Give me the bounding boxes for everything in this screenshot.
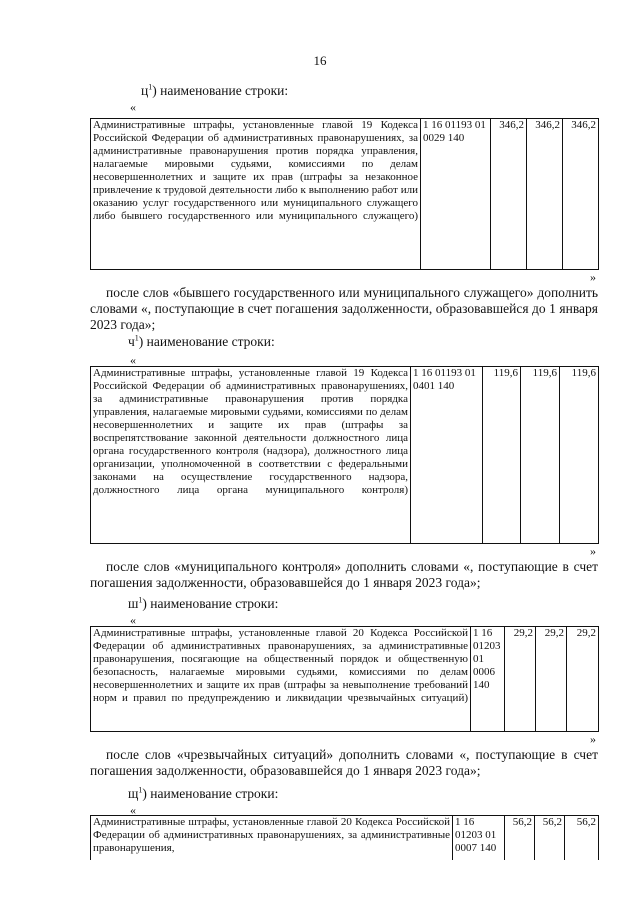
- row-description: Административные штрафы, установленные главой 20 Кодекса Российской Федерации об административных правонарушениях, за административные правонарушения, посягающие на общественный порядок и общественную безопасность, налагаемые мировыми судьями, комиссиями по делам несовершеннолетних и защите их прав (штрафы за невыполнение требований норм и правил по предупреждению и ликвидации чрезвычайных ситуаций): [91, 627, 471, 732]
- budget-row-table: [90, 815, 599, 860]
- section-marker: ч: [128, 334, 135, 349]
- budget-code: 1 16 01193 01 0401 140: [411, 367, 483, 544]
- budget-row-table: [90, 366, 599, 544]
- open-quote: «: [130, 613, 136, 627]
- amendment-text: после слов «бывшего государственного или муниципального служащего» дополнить словами «, поступающие в счет погашения задолженности, образовавшейся до 1 января 2023 года»;: [90, 285, 598, 332]
- close-quote: »: [590, 544, 596, 558]
- section-heading-text: ) наименование строки:: [142, 596, 279, 611]
- amount-cell: 29,2: [536, 627, 567, 732]
- budget-code: 1 16 01193 01 0029 140: [421, 119, 491, 270]
- amendment-text: после слов «муниципального контроля» дополнить словами «, поступающие в счет погашения задолженности, образовавшейся до 1 января 2023 года»;: [90, 559, 598, 590]
- section-marker: щ: [128, 786, 139, 801]
- budget-row-table: [90, 118, 599, 270]
- section-heading: $щ^1$) наименование строки:: [128, 785, 279, 801]
- section-heading-text: ) наименование строки:: [142, 786, 279, 801]
- table-row: [91, 627, 599, 732]
- close-quote: »: [590, 270, 596, 284]
- amount-cell: 346,2: [527, 119, 563, 270]
- section-heading: $ш^1$) наименование строки:: [128, 595, 279, 611]
- amount-cell: 29,2: [505, 627, 536, 732]
- amount-cell: 119,6: [483, 367, 521, 544]
- close-quote: »: [590, 732, 596, 746]
- amount-cell: 119,6: [521, 367, 560, 544]
- budget-code: 1 16 01203 01 0006 140: [471, 627, 505, 732]
- table-row: [91, 119, 599, 270]
- table-row: [91, 816, 599, 861]
- amendment-text: после слов «чрезвычайных ситуаций» дополнить словами «, поступающие в счет погашения задолженности, образовавшейся до 1 января 2023 года»;: [90, 747, 598, 778]
- open-quote: «: [130, 353, 136, 367]
- row-description: Административные штрафы, установленные главой 19 Кодекса Российской Федерации об административных правонарушениях, за административные правонарушения против порядка управления, налагаемые мировыми судьями, комиссиями по делам несовершеннолетних и защите их прав (штрафы за воспрепятствование законной деятельности должностного лица органа государственного контроля (надзора), должностного лица организации, уполномоченной в соответствии с федеральными законами на осуществление государственного надзора, должностного лица органа муниципального контроля): [91, 367, 411, 544]
- amount-cell: 29,2: [567, 627, 599, 732]
- amount-cell: 56,2: [565, 816, 599, 861]
- section-heading: $ц^1$) наименование строки:: [141, 82, 289, 98]
- amount-cell: 346,2: [563, 119, 599, 270]
- budget-row-table: [90, 626, 599, 732]
- row-description: Административные штрафы, установленные главой 19 Кодекса Российской Федерации об административных правонарушениях, за административные правонарушения против порядка управления, налагаемые мировыми судьями, комиссиями по делам несовершеннолетних и защите их прав (штрафы за незаконное привлечение к трудовой деятельности либо к выполнению работ или оказанию услуг государственного или муниципального служащего либо бывшего государственного или муниципального служащего): [91, 119, 421, 270]
- amount-cell: 56,2: [535, 816, 565, 861]
- amount-cell: 346,2: [491, 119, 527, 270]
- open-quote: «: [130, 100, 136, 114]
- amount-cell: 119,6: [560, 367, 599, 544]
- table-row: [91, 367, 599, 544]
- section-marker: ц: [141, 83, 149, 98]
- section-heading-text: ) наименование строки:: [152, 83, 289, 98]
- amount-cell: 56,2: [505, 816, 535, 861]
- section-marker: ш: [128, 596, 139, 611]
- page-number: 16: [313, 53, 327, 68]
- row-description: Административные штрафы, установленные главой 20 Кодекса Российской Федерации об административных правонарушениях, за административные правонарушения,: [91, 816, 453, 861]
- section-heading: $ч^1$) наименование строки:: [128, 333, 275, 349]
- open-quote: «: [130, 803, 136, 817]
- budget-code: 1 16 01203 01 0007 140: [453, 816, 505, 861]
- section-heading-text: ) наименование строки:: [138, 334, 275, 349]
